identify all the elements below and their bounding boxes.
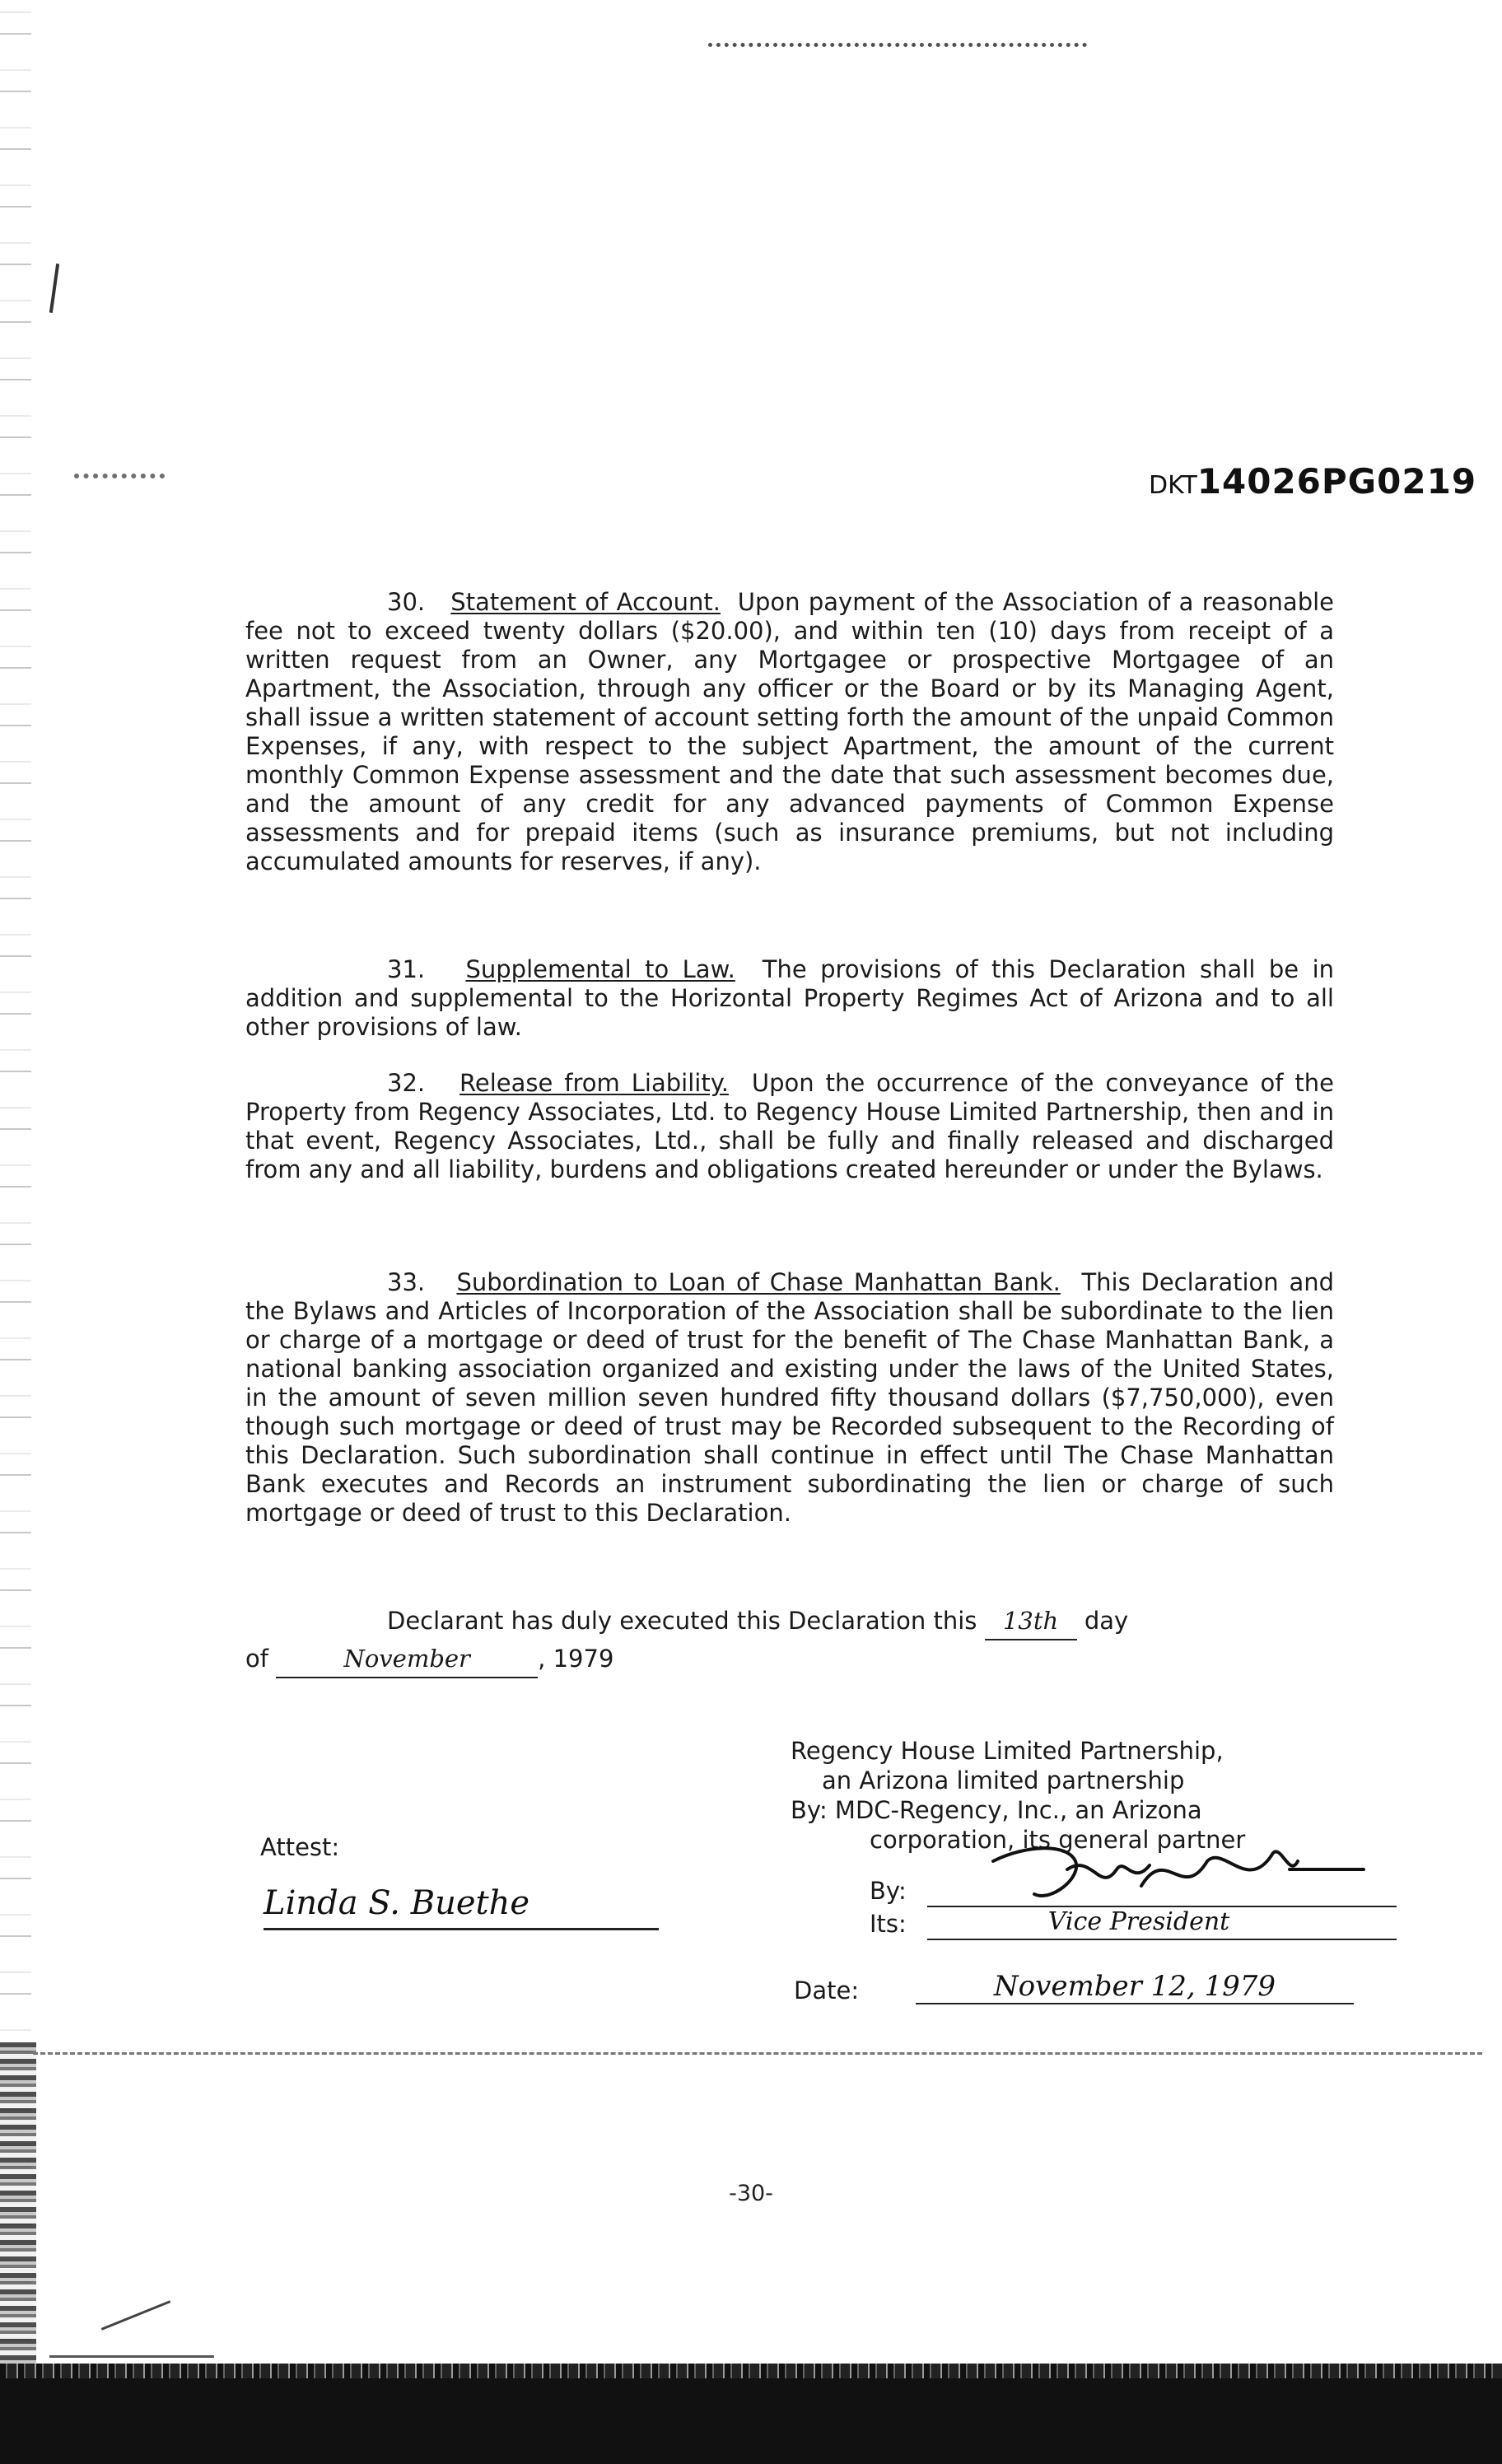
section-33 <box>245 1268 1334 1552</box>
by-signature-line <box>927 1878 1397 1907</box>
its-label: Its: <box>870 1910 907 1938</box>
section-heading: Statement of Account. <box>450 588 721 616</box>
scan-specks-top <box>708 43 1087 55</box>
party-line: By: MDC-Regency, Inc., an Arizona <box>791 1796 1202 1824</box>
section-text: Upon the occurrence of the conveyance of the Property from Regency Associates, Ltd. to Regency House Limited Partnership, then and in that event, Regency Associates, Ltd., shall be fully and finally released and discharged from any and all liability, burdens and obligations created hereunder or under the Bylaws. <box>245 1069 1334 1183</box>
party-line: Regency House Limited Partnership, <box>791 1737 1224 1765</box>
paragraph <box>245 1069 1334 1184</box>
its-value: Vice President <box>1047 1907 1230 1936</box>
party-line: an Arizona limited partnership <box>822 1766 1185 1794</box>
docket-prefix: DKT <box>1149 471 1197 500</box>
execution-text: Declarant has duly executed this Declaration this <box>387 1607 977 1635</box>
section-number: 33. <box>387 1268 426 1296</box>
section-heading: Subordination to Loan of Chase Manhattan Bank. <box>456 1268 1061 1296</box>
section-heading: Supplemental to Law. <box>465 955 735 983</box>
section-number: 32. <box>387 1069 426 1097</box>
scan-mark-left <box>49 264 59 313</box>
execution-month: November <box>276 1640 538 1678</box>
section-heading: Release from Liability. <box>459 1069 729 1097</box>
section-number: 30. <box>387 588 426 616</box>
paragraph <box>245 955 1334 1042</box>
party-line: corporation, its general partner <box>870 1826 1246 1854</box>
section-30 <box>245 588 1334 901</box>
date-label: Date: <box>794 1976 860 2004</box>
paragraph <box>245 588 1334 876</box>
scan-dash-line <box>33 2052 1482 2055</box>
section-number: 31. <box>387 955 426 983</box>
section-32 <box>245 1069 1334 1209</box>
execution-day: 13th <box>985 1603 1077 1640</box>
page-number: -30- <box>729 2181 773 2206</box>
execution-day-label: day <box>1084 1607 1129 1635</box>
section-text: Upon payment of the Association of a reasonable fee not to exceed twenty dollars ($20.00), and within ten (10) days from receipt of a written request from an Owner, any Mortgagee or prospective Mortgagee of an Apartment, the Association, through any officer or the Board or by its Managing Agent, shall issue a written statement of account setting forth the amount of the unpaid Common Expenses, if any, with respect to the subject Apartment, the amount of the current monthly Common Expense assessment and the date that such assessment becomes due, and the amount of any credit for any advanced payments of Common Expense assessments and for prepaid items (such as insurance premiums, but not including accumulated amounts for reserves, if any). <box>245 588 1334 875</box>
date-value: November 12, 1979 <box>916 1970 1354 2004</box>
attest-label: Attest: <box>260 1833 340 1861</box>
scan-specks-left <box>74 474 165 511</box>
section-text: The provisions of this Declaration shall be in addition and supplemental to the Horizontal Property Regimes Act of Arizona and to all other provisions of law. <box>245 955 1335 1041</box>
scan-bottom-band <box>0 2364 1502 2464</box>
date-row <box>794 1970 1354 2004</box>
paragraph <box>245 1268 1334 1528</box>
execution-clause <box>245 1603 1334 1678</box>
docket-number: 14026PG0219 <box>1196 461 1477 502</box>
execution-year: , 1979 <box>538 1645 614 1673</box>
by-row <box>870 1874 1397 1907</box>
section-31 <box>245 955 1334 1066</box>
docket-reference <box>1149 461 1476 502</box>
section-text: This Declaration and the Bylaws and Articles of Incorporation of the Association shall be subordinate to the lien or charge of a mortgage or deed of trust for the benefit of The Chase Manhattan Bank, a national banking association organized and existing under the laws of the United States, in the amount of seven million seven hundred fifty thousand dollars ($7,750,000), even though such mortgage or deed of trust may be Recorded subsequent to the Recording of this Declaration. Such subordination shall continue in effect until The Chase Manhattan Bank executes and Records an instrument subordinating the lien or charge of such mortgage or deed of trust to this Declaration. <box>245 1268 1335 1527</box>
by-label: By: <box>870 1877 907 1905</box>
scan-scratch <box>49 2306 214 2358</box>
scan-edge-dark <box>0 2042 36 2372</box>
attest-signature: Linda S. Buethe <box>264 1882 659 1930</box>
handwritten-signature-icon <box>977 1836 1372 1911</box>
execution-of-label: of <box>245 1645 268 1673</box>
